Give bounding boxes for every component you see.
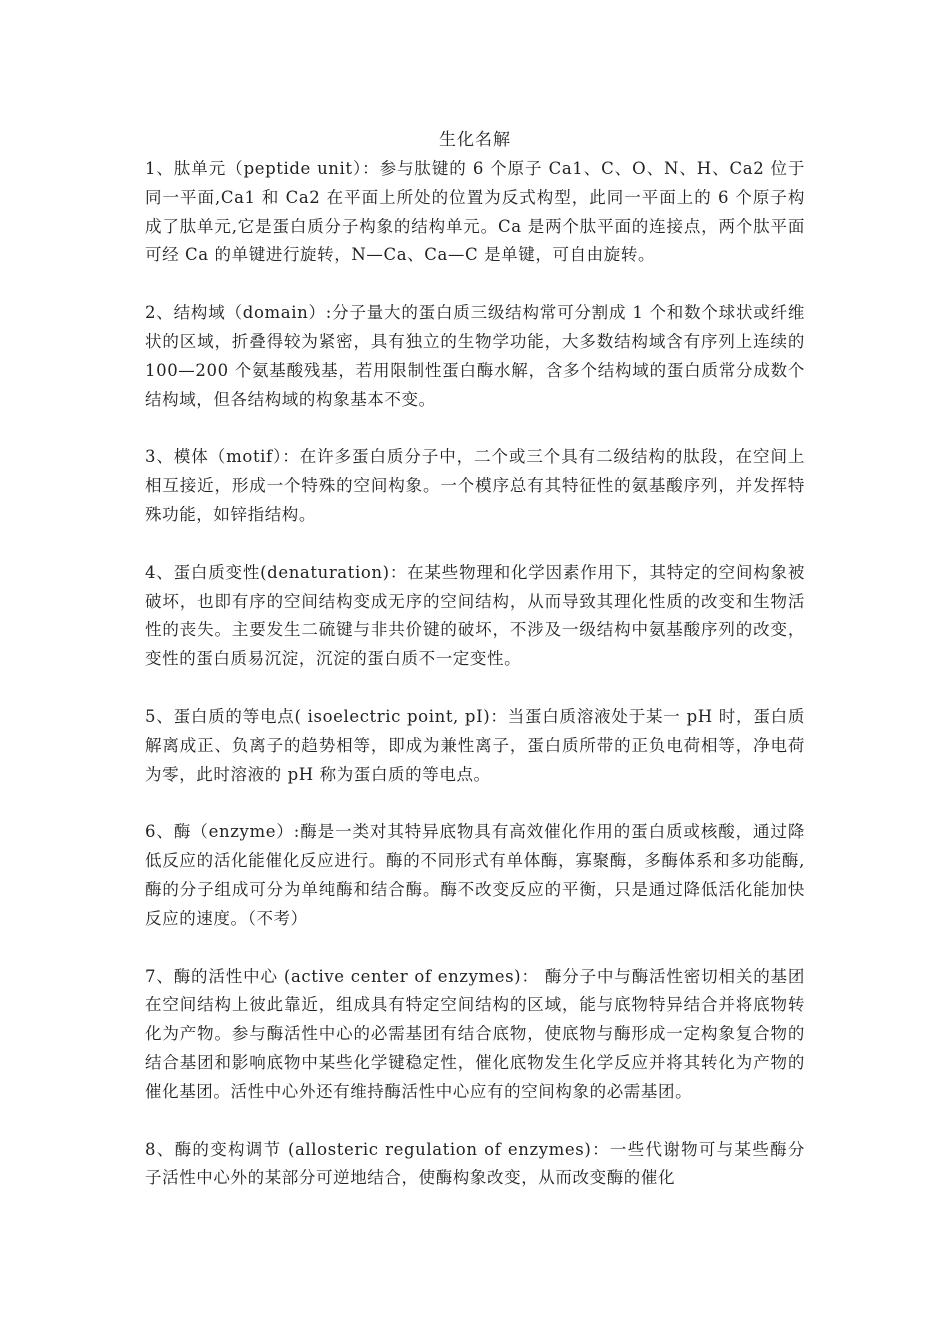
- entry-domain: 2、结构域（domain）:分子量大的蛋白质三级结构常可分割成 1 个和数个球状或纤维状的区域，折叠得较为紧密，具有独立的生物学功能，大多数结构域含有序列上连续的 100—200 个氨基酸残基，若用限制性蛋白酶水解，含多个结构域的蛋白质常分成数个结构域，但各结构域的构象基本不变。: [145, 303, 805, 409]
- entry-isoelectric-point: 5、蛋白质的等电点( isoelectric point, pI)：当蛋白质溶液处于某一 pH 时，蛋白质解离成正、负离子的趋势相等，即成为兼性离子，蛋白质所带的正负电荷相等，净电荷为零，此时溶液的 pH 称为蛋白质的等电点。: [145, 706, 805, 784]
- entry-motif: 3、模体（motif）：在许多蛋白质分子中，二个或三个具有二级结构的肽段，在空间上相互接近，形成一个特殊的空间构象。一个模序总有其特征性的氨基酸序列，并发挥特殊功能，如锌指结构。: [145, 447, 805, 524]
- entry-enzyme: 6、酶（enzyme）:酶是一类对其特异底物具有高效催化作用的蛋白质或核酸，通过降低反应的活化能催化反应进行。酶的不同形式有单体酶，寡聚酶，多酶体系和多功能酶,酶的分子组成可分为单纯酶和结合酶。酶不改变反应的平衡，只是通过降低活化能加快反应的速度。（不考）: [145, 822, 805, 928]
- entry-peptide-unit: 1、肽单元（peptide unit）：参与肽键的 6 个原子 Ca1、C、O、N、H、Ca2 位于同一平面,Ca1 和 Ca2 在平面上所处的位置为反式构型，此同一平面上的 6 个原子构成了肽单元,它是蛋白质分子构象的结构单元。Ca 是两个肽平面的连接点，两个肽平面可经 Ca 的单键进行旋转，N—Ca、Ca—C 是单键，可自由旋转。: [145, 159, 805, 265]
- entry-denaturation: 4、蛋白质变性(denaturation)：在某些物理和化学因素作用下，其特定的空间构象被破坏，也即有序的空间结构变成无序的空间结构，从而导致其理化性质的改变和生物活性的丧失。主要发生二硫键与非共价键的破坏，不涉及一级结构中氨基酸序列的改变，变性的蛋白质易沉淀，沉淀的蛋白质不一定变性。: [145, 562, 805, 669]
- entry-allosteric-regulation: 8、酶的变构调节 (allosteric regulation of enzymes)：一些代谢物可与某些酶分子活性中心外的某部分可逆地结合，使酶构象改变，从而改变酶的催化: [145, 1139, 805, 1188]
- document-title: 生化名解: [439, 130, 511, 150]
- document-body: [145, 155, 805, 1222]
- entry-active-center: 7、酶的活性中心 (active center of enzymes)： 酶分子中与酶活性密切相关的基团在空间结构上彼此靠近，组成具有特定空间结构的区域，能与底物特异结合并将底物转化为产物。参与酶活性中心的必需基团有结合底物，使底物与酶形成一定构象复合物的结合基团和影响底物中某些化学键稳定性，催化底物发生化学反应并将其转化为产物的催化基团。活性中心外还有维持酶活性中心应有的空间构象的必需基团。: [145, 966, 805, 1101]
